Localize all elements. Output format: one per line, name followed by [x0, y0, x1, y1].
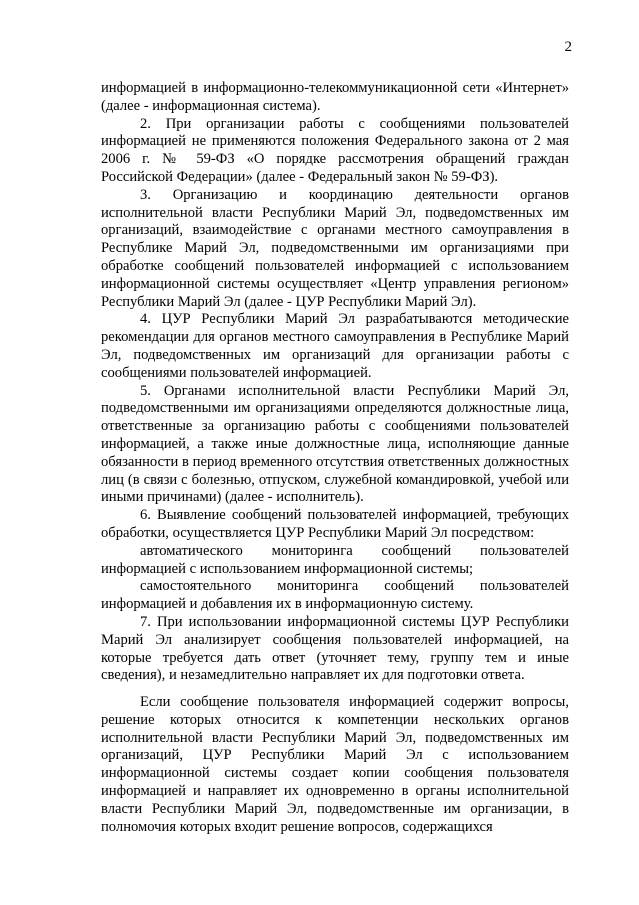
- paragraph-3: 3. Организацию и координацию деятельности органов исполнительной власти Республики Марий Эл, подведомственных им организаций, взаимодействие с органами местного самоуправления в Республике Марий Эл, подведомственными им организациями при обработке сообщений пользователей информацией с использованием информационной системы осуществляет «Центр управления регионом» Республики Марий Эл (далее - ЦУР Республики Марий Эл).: [101, 186, 569, 310]
- paragraph-6: 6. Выявление сообщений пользователей информацией, требующих обработки, осуществляется ЦУР Республики Марий Эл посредством:: [101, 507, 569, 541]
- paragraph-4: 4. ЦУР Республики Марий Эл разрабатываются методические рекомендации для органов местного самоуправления в Республике Марий Эл, подведомственных им организаций для организации работы с сообщениями пользователей информацией.: [101, 311, 569, 381]
- paragraph-2: 2. При организации работы с сообщениями пользователей информацией не применяются положения Федерального закона от 2 мая 2006 г. № 59-ФЗ «О порядке рассмотрения обращений граждан Российской Федерации» (далее - Федеральный закон № 59-ФЗ).: [101, 115, 569, 185]
- paragraph-6-item-1: автоматического мониторинга сообщений пользователей информацией с использованием информационной системы;: [101, 542, 569, 577]
- paragraph-7: 7. При использовании информационной системы ЦУР Республики Марий Эл анализирует сообщения пользователей информацией, на которые требуется дать ответ (уточняет тему, группу тем и иные сведения), и незамедлительно направляет их для подготовки ответа.: [101, 613, 569, 684]
- paragraph-7-continuation: Если сообщение пользователя информацией содержит вопросы, решение которых относится к компетенции нескольких органов исполнительной власти Республики Марий Эл, подведомственных им организаций, ЦУР Республики Марий Эл с использованием информационной системы создает копии сообщения пользователя информацией и направляет их одновременно в органы исполнительной власти Республики Марий Эл, подведомственные им организации, в полномочия которых входит решение вопросов, содержащихся: [101, 694, 569, 835]
- page-number: 2: [564, 39, 572, 55]
- document-body: [101, 80, 569, 836]
- paragraph-1: информацией в информационно-телекоммуникационной сети «Интернет» (далее - информационная система).: [101, 80, 569, 114]
- paragraph-6-item-2: самостоятельного мониторинга сообщений пользователей информацией и добавления их в информационную систему.: [101, 578, 569, 613]
- paragraph-5: 5. Органами исполнительной власти Республики Марий Эл, подведомственными им организациями определяются должностные лица, ответственные за организацию работы с сообщениями пользователей информацией, а также иные должностные лица, исполняющие данные обязанности в период временного отсутствия ответственных должностных лиц (в связи с болезнью, отпуском, служебной командировкой, учебой или иными причинами) (далее - исполнитель).: [101, 382, 569, 506]
